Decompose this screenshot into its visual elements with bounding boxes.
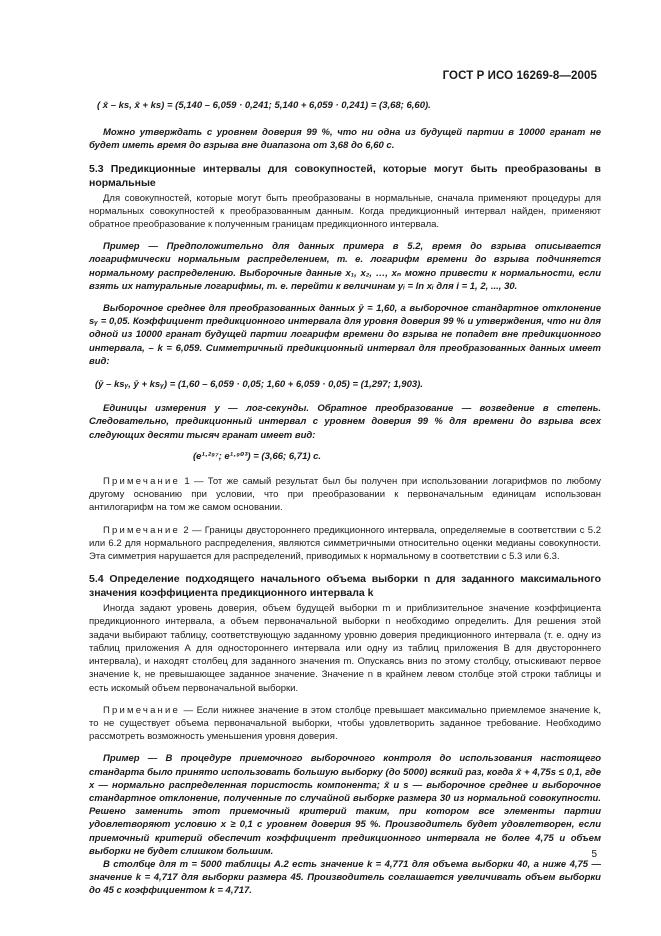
formula-exp: (e¹·²⁹⁷; e¹·⁹⁰³) = (3,66; 6,71) с. [193, 450, 322, 462]
note-3-text: — Если нижнее значение в этом столбце превышает максимально приемлемое значение k, то не существует объема первоначальной выборки, чтобы удовлетворить заданное требование. Необходимо рассмотреть возможность уменьшения уровня доверия. [89, 704, 602, 743]
page-content [89, 99, 601, 898]
units-paragraph: Единицы измерения y — лог-секунды. Обратное преобразование — возведение в степень. Следовательно, предикционный интервал с уровнем доверия 99 % для времени до взрыва всех следующих десяти тысяч гранат имеет вид: [89, 403, 601, 441]
note-2 [89, 524, 601, 564]
example-2-continued: В столбце для m = 5000 таблицы А.2 есть значение k = 4,771 для объема выборки 40, а ниже 4,75 — значение k = 4,717 для выборки размера 45. Производитель соглашается увеличивать объем выборки до 45 с коэффициентом k = 4,717. [89, 858, 601, 897]
page-number: 5 [591, 849, 597, 860]
standard-id: ГОСТ Р ИСО 16269-8—2005 [442, 70, 597, 82]
section-5-4-heading: 5.4 Определение подходящего начального объема выборки n для заданного максимального значения коэффициента предикционного интервала k [89, 573, 601, 600]
note-2-text: 2 — Границы двустороннего предикционного интервала, определяемые в соответствии с 5.2 или 6.2 для нормального распределения, являются симметричными относительно оценки медианы совокупности. Эта симметрия нарушается для распределений, приводимых к нормальному в соответствии с 5.3 или 6.3. [89, 524, 601, 563]
formula-interval-y: (ȳ – ksᵧ, ȳ + ksᵧ) = (1,60 – 6,059 · 0,05; 1,60 + 6,059 · 0,05) = (1,297; 1,903). [95, 379, 423, 391]
note-1-text: 1 — Тот же самый результат был бы получен при использовании логарифмов по любому другому основанию при условии, что при преобразовании к первоначальным единицам использован антилогарифм на том же самом основании. [89, 476, 601, 514]
example-1-continued: Выборочное среднее для преобразованных данных ȳ = 1,60, а выборочное стандартное отклонение sᵧ = 0,05. Коэффициент предикционного интервала для уровня доверия 99 % и утверждения, что ни для одной из 10000 гранат будущей партии логарифм времени до взрыва не попадет вне предикционного интервала, – k = 6,059. Симметричный предикционный интервал для преобразованных данных имеет вид: [89, 303, 601, 367]
note-label: Примечание [103, 524, 180, 536]
formula-interval-x: ( x̄ – ks, x̄ + ks) = (5,140 – 6,059 · 0,241; 5,140 + 6,059 · 0,241) = (3,68; 6,60). [97, 100, 431, 111]
section-5-4-text: Иногда задают уровень доверия, объем будущей выборки m и приблизительное значение коэффициента предикционного интервала, а объем первоначальной выборки n необходимо определить. Для решения этой задачи выбирают таблицу, соответствующую заданному уровню доверия предикционного интервала (т. е. одну из таблиц приложения А для одностороннего интервала или одну из таблиц приложения В для двустороннего интервала), и находят столбец для заданного значения m. Опускаясь вниз по этому столбцу, отыскивают первое значение k, не превышающее заданное значение. Значение n в крайнем левом столбце этой строки таблицы и есть искомый объем первоначальной выборки. [89, 603, 601, 694]
note-1 [89, 475, 601, 515]
note-label: Примечание [103, 704, 180, 716]
example-2: Пример — В процедуре приемочного выборочного контроля до использования настоящего стандарта было принято использовать большую выборку (до 5000) всякий раз, когда x̄ + 4,75s ≤ 0,1, где x — нормально распределенная пористость компонента; x̄ и s — выборочное среднее и выборочное стандартное отклонение, полученные по случайной выборке размера 30 из нормальной совокупности. Решено заменить этот приемочный критерий таким, при котором все элементы партии удовлетворяют условию x ≥ 0,1 с уровнем доверия 95 %. Производитель будет удовлетворен, если приемочный критерий обеспечит коэффициент предикционного интервала не более 4,75 и объем выборки не будет слишком большим. [89, 753, 601, 857]
note-label: Примечание [103, 476, 180, 488]
section-5-3-text: Для совокупностей, которые могут быть преобразованы в нормальные, сначала применяют процедуры для нормальных совокупностей к преобразованным данным. Когда предикционный интервал найден, применяют обратное преобразование к полученным границам предикционного интервала. [89, 192, 601, 231]
conclusion-paragraph: Можно утверждать с уровнем доверия 99 %, что ни одна из будущей партии в 10000 гранат не будет иметь время до взрыва вне диапазона от 3,68 до 6,60 с. [89, 127, 601, 152]
note-3 [89, 704, 601, 744]
example-1: Пример — Предположительно для данных примера в 5.2, время до взрыва описывается логарифмически нормальным распределением, т. е. логарифм времени до взрыва подчиняется нормальному распределению. Выборочные данные x₁, x₂, …, xₙ можно привести к нормальности, если взять их натуральные логарифмы, т. е. перейти к величинам yᵢ = ln xᵢ для i = 1, 2, ..., 30. [89, 241, 601, 292]
section-5-3-heading: 5.3 Предикционные интервалы для совокупностей, которые могут быть преобразованы в нормальные [89, 162, 601, 189]
